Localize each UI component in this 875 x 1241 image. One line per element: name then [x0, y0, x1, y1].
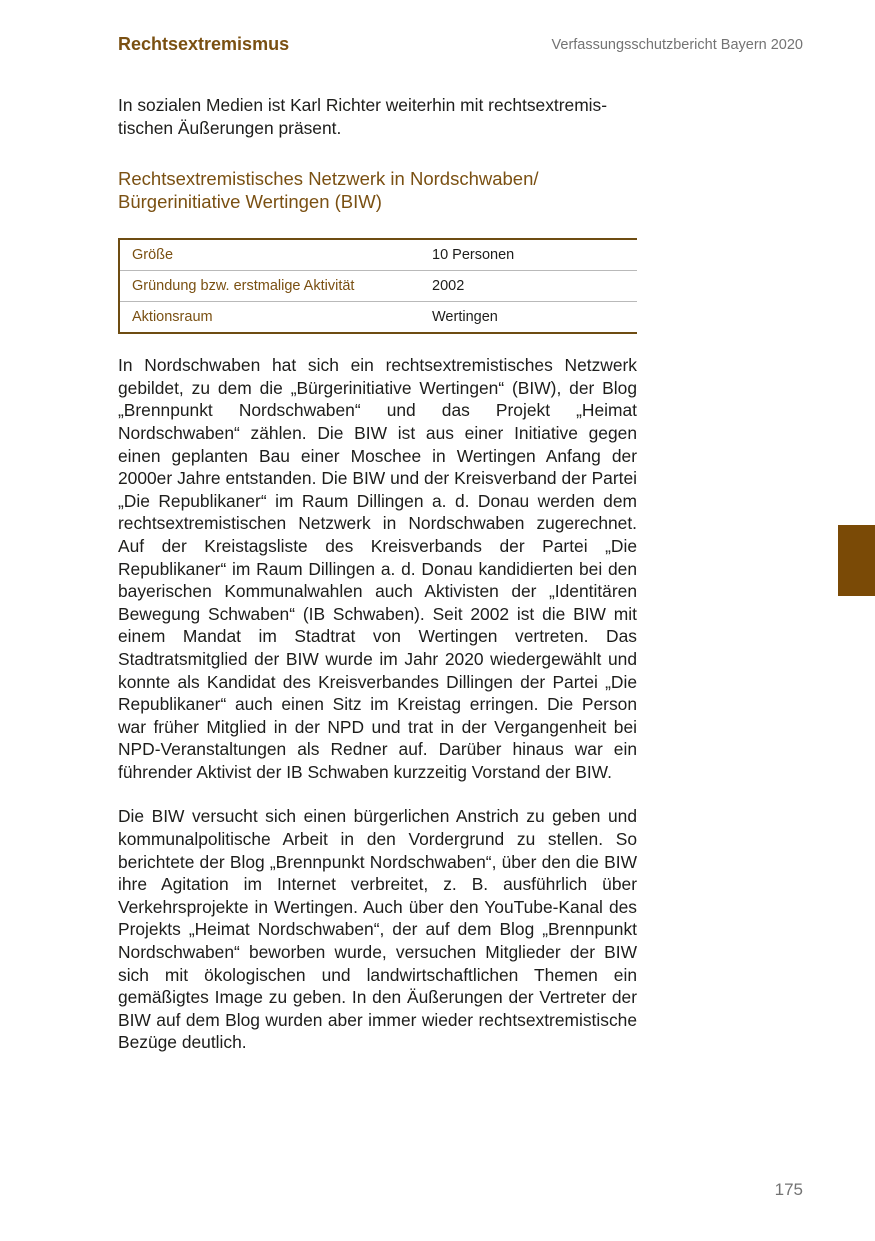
chapter-thumb-tab: [838, 525, 875, 596]
page-content: [118, 94, 637, 1054]
facts-row-founding: [120, 270, 637, 301]
facts-label: Größe: [132, 247, 174, 264]
facts-row-size: [120, 240, 637, 270]
facts-row-area: [120, 301, 637, 332]
page-number: 175: [774, 1180, 803, 1199]
section-title: Rechtsextremismus: [118, 34, 290, 54]
facts-value: Wertingen: [432, 309, 498, 326]
body-paragraph: Die BIW versucht sich einen bürgerlichen Anstrich zu geben und kommunalpolitische Arbeit in den Vordergrund zu stellen. So berichtete der Blog „Brennpunkt Nordschwaben“, über den die BIW ihre Agitation im Internet verbreitet, z. B. ausführlich über Verkehrsprojekte in Wertingen. Auch über den YouTube-Kanal des Projekts „Heimat Nordschwaben“, der auf dem Blog „Brennpunkt Nordschwaben“ beworben wurde, versuchen Mitglieder der BIW sich mit ökologischen und landwirtschaftlichen Themen ein gemäßigtes Image zu geben. In den Äußerungen der Vertreter der BIW auf dem Blog wurden aber immer wieder rechtsextremistische Bezüge deutlich.: [118, 806, 637, 1053]
facts-value: 10 Personen: [432, 247, 515, 264]
facts-value: 2002: [432, 278, 465, 295]
body-paragraph: In Nordschwaben hat sich ein rechtsextremistisches Netzwerk gebildet, zu dem die „Bürgerinitiative Wertingen“ (BIW), der Blog „Brennpunkt Nordschwaben“ und das Projekt „Heimat Nordschwaben“ zählen. Die BIW ist aus einer Initiative gegen einen geplanten Bau einer Moschee in Wertingen Anfang der 2000er Jahre entstanden. Die BIW und der Kreisverband der Partei „Die Republikaner“ im Raum Dillingen a. d. Donau werden dem rechtsextremistischen Netzwerk in Nordschwaben zugerechnet. Auf der Kreistagsliste des Kreisverbands der Partei „Die Republikaner“ im Raum Dillingen a. d. Donau kandidierten bei den bayerischen Kommunalwahlen auch Aktivisten der „Identitären Bewegung Schwaben“ (IB Schwaben). Seit 2002 ist die BIW mit einem Mandat im Stadtrat von Wertingen vertreten. Das Stadtratsmitglied der BIW wurde im Jahr 2020 wiedergewählt und konnte als Kandidat des Kreisverbandes Dillingen der Partei „Die Republikaner“ auch einen Sitz im Kreistag erringen. Die Person war früher Mitglied in der NPD und trat in der Vergangenheit bei NPD-Veranstaltungen als Redner auf. Darüber hinaus war ein führender Aktivist der IB Schwaben kurzzeitig Vorstand der BIW.: [118, 355, 637, 782]
facts-label: Aktionsraum: [132, 309, 213, 326]
subsection-heading: [118, 167, 637, 213]
intro-paragraph: In sozialen Medien ist Karl Richter weiterhin mit rechtsextremistischen Äußerungen präsent.: [118, 95, 608, 138]
facts-table: [118, 238, 637, 334]
heading-line-2: Bürgerinitiative Wertingen (BIW): [118, 191, 382, 213]
facts-label: Gründung bzw. erstmalige Aktivität: [132, 278, 355, 295]
heading-line-1: Rechtsextremistisches Netzwerk in Nordschwaben/: [118, 168, 539, 190]
document-title: Verfassungsschutzbericht Bayern 2020: [551, 37, 803, 53]
